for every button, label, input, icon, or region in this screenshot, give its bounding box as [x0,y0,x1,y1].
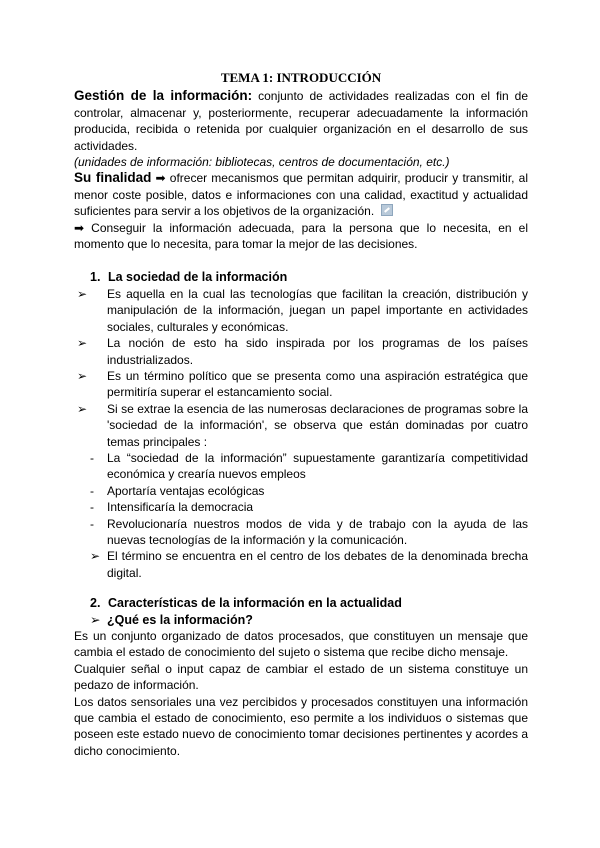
bullet-arrowhead-icon: ➢ [77,336,88,351]
list-item [74,401,528,450]
section-1-heading [74,269,528,285]
bullet-arrowhead-icon: ➢ [90,612,101,627]
section-number: 1. [90,270,101,285]
dash-item [74,499,528,515]
question-heading [74,612,528,628]
checkbox-icon [381,204,393,216]
dash-item-text: La “sociedad de la información” supuestamente garantizaría competitividad económica y crearía nuevos empleos [107,450,528,482]
dash-marker: - [90,450,94,465]
dash-item [74,516,528,549]
dash-item [74,483,528,499]
body-paragraph: Es un conjunto organizado de datos procesados, que constituyen un mensaje que cambia el estado de conocimiento del sujeto o sistema que recibe dicho mensaje. [74,629,528,660]
dash-marker: - [90,500,94,515]
section-2-heading [74,595,528,611]
gestion-paragraph [74,88,528,154]
bullet-arrowhead-icon: ➢ [77,368,88,383]
bullet-arrowhead-icon: ➢ [77,401,88,416]
question-text: ¿Qué es la información? [107,612,253,627]
dash-marker: - [90,516,94,531]
right-arrow-icon: ➡ [155,171,166,186]
dash-item-text: Aportaría ventajas ecológicas [107,483,265,498]
finalidad-definition: ofrecer mecanismos que permitan adquirir, producir y transmitir, al menor coste posible, datos e informaciones con una calidad, exactitud y actualidad suficientes para servir a los objetivos de la organización. [74,171,528,219]
list-item-text: Si se extrae la esencia de las numerosas declaraciones de programas sobre la 'sociedad de la información', se observa que están dominadas por cuatro temas principales : [107,401,528,449]
gestion-term: Gestión de la información: [74,88,253,104]
body-paragraph: Cualquier señal o input capaz de cambiar el estado de un sistema constituye un pedazo de información. [74,661,528,693]
units-note: (unidades de información: bibliotecas, centros de documentación, etc.) [74,155,450,170]
section-heading-text: Características de la información en la actualidad [108,596,402,611]
finalidad-term: Su finalidad [74,170,152,186]
finalidad-paragraph [74,170,528,219]
bullet-arrowhead-icon: ➢ [90,549,101,564]
list-item-text: La noción de esto ha sido inspirada por los programas de los países industrializados. [107,336,528,367]
section-number: 2. [90,596,101,611]
list-item [74,335,528,368]
page-title: TEMA 1: INTRODUCCIÓN [220,70,382,85]
list-item [74,368,528,401]
dash-item [74,450,528,483]
body-paragraph: Los datos sensoriales una vez percibidos y procesados constituyen una información que cambia el estado de conocimiento, eso permite a los individuos o sistemas que poseen este estado nuevo de conocimiento tomar decisiones pertinentes y acordes a dicho conocimiento. [74,694,528,758]
dash-marker: - [90,483,94,498]
list-item-text: Es un término político que se presenta como una aspiración estratégica que permitiría superar el estancamiento social. [107,368,528,400]
section-heading-text: La sociedad de la información [108,270,288,285]
document-page [74,70,528,759]
conseguir-text: Conseguir la información adecuada, para la persona que lo necesita, en el momento que lo necesita, para tomar la mejor de las decisiones. [74,220,528,252]
list-item-text: El término se encuentra en el centro de los debates de la denominada brecha digital. [107,549,528,580]
list-item [74,286,528,335]
right-arrow-icon: ➡ [74,220,85,235]
gestion-definition: conjunto de actividades realizadas con el fin de controlar, almacenar y, posteriormente, recuperar adecuadamente la información producida, recibida o retenida por cualquier organización en el desarrollo de sus actividades. [74,89,528,153]
dash-item-text: Intensificaría la democracia [107,500,254,515]
list-item-text: Es aquella en la cual las tecnologías que facilitan la creación, distribución y manipulación de la información, juegan un papel importante en actividades sociales, culturales y económicas. [107,286,528,334]
conseguir-paragraph [74,220,528,253]
list-item [74,548,528,581]
bullet-arrowhead-icon: ➢ [77,286,88,301]
dash-item-text: Revolucionaría nuestros modos de vida y de trabajo con la ayuda de las nuevas tecnologías de la información y la comunicación. [107,516,528,547]
